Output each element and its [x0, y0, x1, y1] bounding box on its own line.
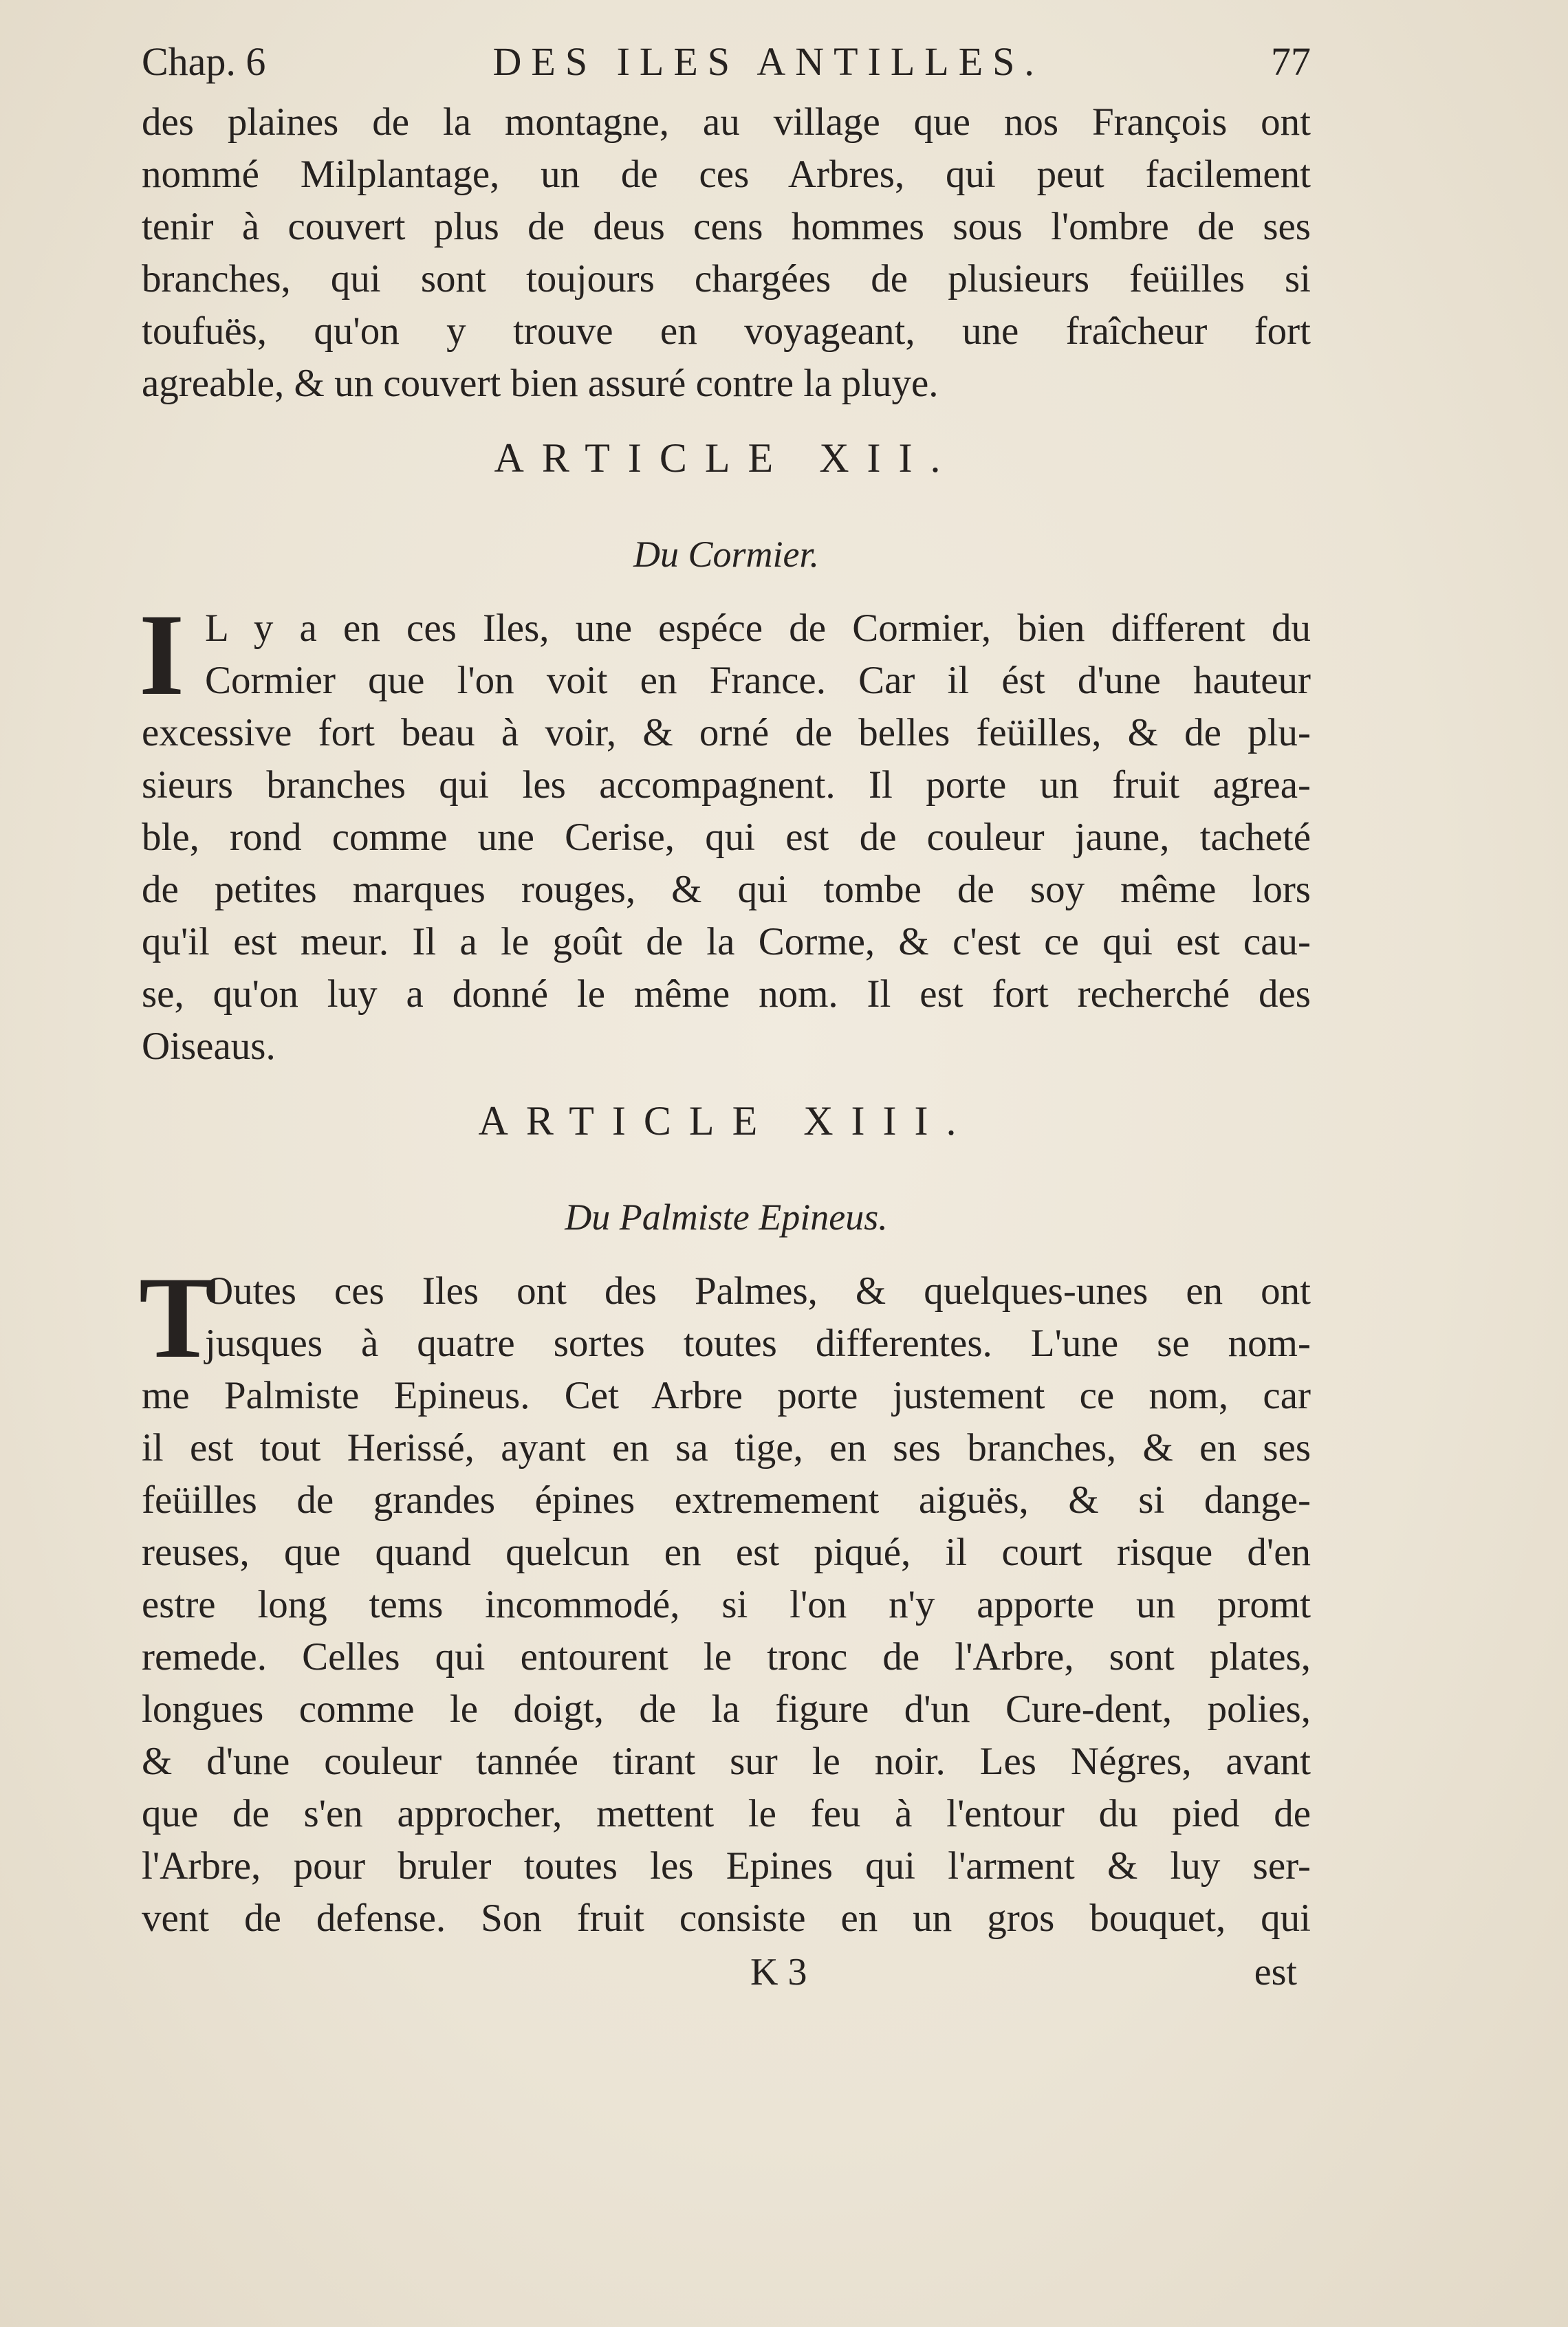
text-line: Oiseaus.	[142, 1025, 276, 1068]
text-line: il est tout Herissé, ayant en sa tige, en ses branches, & en ses	[142, 1426, 1311, 1470]
text-line: qu'il est meur. Il a le goût de la Corme, & c'est ce qui est cau-	[142, 920, 1311, 963]
text-line: vent de defense. Son fruit consiste en un gros bouquet, qui	[142, 1897, 1311, 1940]
signature-mark: K 3	[750, 1951, 807, 1993]
text-line: Cormier que l'on voit en France. Car il ést d'une hauteur	[205, 659, 1311, 702]
text-line: L y a en ces Iles, une espéce de Cormier, bien different du	[205, 607, 1311, 650]
text-line: sieurs branches qui les accompagnent. Il porte un fruit agrea-	[142, 763, 1311, 807]
text-line: de petites marques rouges, & qui tombe de soy même lors	[142, 868, 1311, 911]
article-12-paragraph	[139, 590, 1311, 1073]
chapter-label: Chap. 6	[142, 39, 266, 84]
text-line: excessive fort beau à voir, & orné de belles feüilles, & de plu-	[142, 711, 1311, 754]
text-line: des plaines de la montagne, au village que nos François ont	[142, 100, 1311, 144]
dropcap-letter: T	[139, 1253, 217, 1382]
text-line: reuses, que quand quelcun en est piqué, il court risque d'en	[142, 1531, 1311, 1574]
text-line: longues comme le doigt, de la figure d'un Cure-dent, polies,	[142, 1687, 1311, 1731]
signature-line	[142, 1945, 1311, 2000]
article-13-subheading: Du Palmiste Epineus.	[565, 1197, 888, 1238]
article-12-heading: ARTICLE XII.	[494, 435, 959, 481]
text-line: branches, qui sont toujours chargées de plusieurs feüilles si	[142, 257, 1311, 301]
text-line: nommé Milplantage, un de ces Arbres, qui peut facilement	[142, 153, 1311, 196]
text-line: toufuës, qu'on y trouve en voyageant, une fraîcheur fort	[142, 309, 1311, 353]
dropcap-letter: I	[139, 590, 185, 719]
running-head	[142, 28, 1311, 96]
text-line: ble, rond comme une Cerise, qui est de couleur jaune, tacheté	[142, 816, 1311, 859]
text-line: jusques à quatre sortes toutes differentes. L'une se nom-	[205, 1322, 1311, 1365]
article-13-heading: ARTICLE XIII.	[478, 1098, 974, 1144]
text-line: se, qu'on luy a donné le même nom. Il est fort recherché des	[142, 972, 1311, 1016]
text-line: Outes ces Iles ont des Palmes, & quelques-unes en ont	[205, 1269, 1311, 1313]
text-line: remede. Celles qui entourent le tronc de l'Arbre, sont plates,	[142, 1635, 1311, 1679]
text-line: feüilles de grandes épines extremement aiguës, & si dange-	[142, 1478, 1311, 1522]
text-line: tenir à couvert plus de deus cens hommes sous l'ombre de ses	[142, 205, 1311, 248]
text-line: me Palmiste Epineus. Cet Arbre porte justement ce nom, car	[142, 1374, 1311, 1417]
page-text	[139, 28, 1311, 2000]
text-line: & d'une couleur tannée tirant sur le noir. Les Négres, avant	[142, 1740, 1311, 1783]
text-line: l'Arbre, pour bruler toutes les Epines qui l'arment & luy ser-	[142, 1844, 1311, 1888]
catchword: est	[1254, 1951, 1297, 1993]
article-12-subheading: Du Cormier.	[633, 534, 820, 575]
text-line: estre long tems incommodé, si l'on n'y apporte un promt	[142, 1583, 1311, 1626]
text-line: agreable, & un couvert bien assuré contre la pluye.	[142, 362, 939, 405]
book-title: DES ILES ANTILLES.	[492, 39, 1044, 84]
page-number: 77	[1270, 39, 1311, 84]
opening-paragraph	[142, 96, 1311, 410]
text-line: que de s'en approcher, mettent le feu à l'entour du pied de	[142, 1792, 1311, 1835]
article-13-paragraph	[139, 1253, 1311, 1945]
